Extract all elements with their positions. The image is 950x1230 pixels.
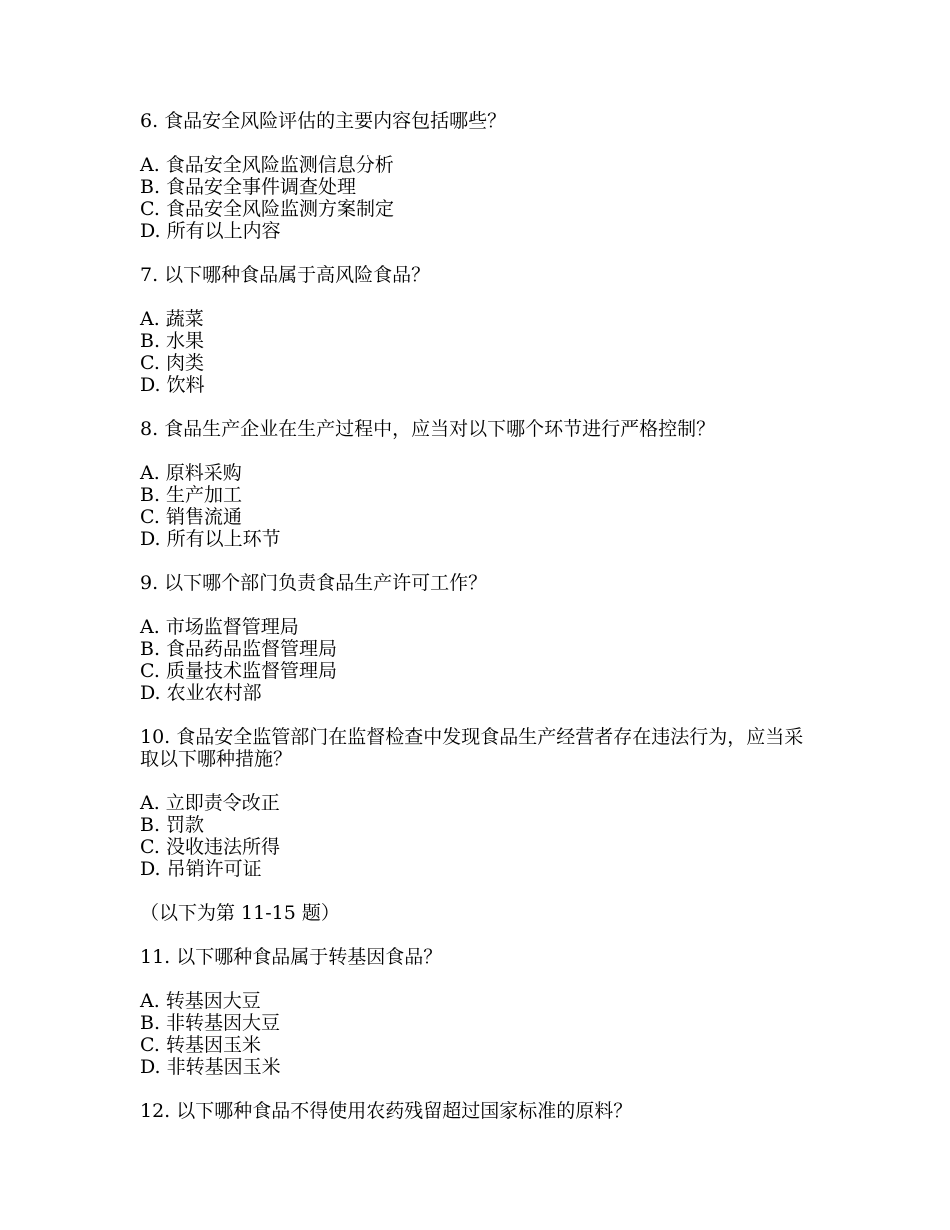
question-10 (140, 726, 820, 880)
option-c: C. 食品安全风险监测方案制定 (140, 198, 394, 220)
option-list (140, 792, 820, 880)
option-a: A. 原料采购 (140, 462, 242, 484)
option-d: D. 非转基因玉米 (140, 1056, 281, 1078)
option-d: D. 吊销许可证 (140, 858, 262, 880)
option-c: C. 质量技术监督管理局 (140, 660, 337, 682)
option-a: A. 食品安全风险监测信息分析 (140, 154, 394, 176)
question-text: 8. 食品生产企业在生产过程中，应当对以下哪个环节进行严格控制？ (140, 418, 716, 440)
option-a: A. 立即责令改正 (140, 792, 280, 814)
option-a: A. 蔬菜 (140, 308, 204, 330)
option-c: C. 没收违法所得 (140, 836, 280, 858)
option-b: B. 水果 (140, 330, 205, 352)
option-c: C. 肉类 (140, 352, 204, 374)
question-text: 11. 以下哪种食品属于转基因食品？ (140, 946, 443, 968)
option-d: D. 饮料 (140, 374, 205, 396)
option-a: A. 转基因大豆 (140, 990, 261, 1012)
option-c: C. 转基因玉米 (140, 1034, 261, 1056)
option-b: B. 非转基因大豆 (140, 1012, 281, 1034)
option-b: B. 食品安全事件调查处理 (140, 176, 357, 198)
question-9 (140, 572, 820, 704)
question-text: 6. 食品安全风险评估的主要内容包括哪些？ (140, 110, 507, 132)
option-list (140, 462, 820, 550)
question-7 (140, 264, 820, 396)
option-d: D. 所有以上内容 (140, 220, 281, 242)
option-list (140, 308, 820, 396)
option-b: B. 罚款 (140, 814, 205, 836)
option-d: D. 所有以上环节 (140, 528, 281, 550)
question-8 (140, 418, 820, 550)
section-note: （以下为第 11-15 题） (140, 902, 340, 924)
question-6 (140, 110, 820, 242)
option-c: C. 销售流通 (140, 506, 242, 528)
option-list (140, 990, 820, 1078)
option-list (140, 616, 820, 704)
question-12 (140, 1100, 820, 1122)
option-a: A. 市场监督管理局 (140, 616, 299, 638)
option-d: D. 农业农村部 (140, 682, 262, 704)
question-text: 12. 以下哪种食品不得使用农药残留超过国家标准的原料？ (140, 1100, 633, 1122)
question-text: 7. 以下哪种食品属于高风险食品？ (140, 264, 431, 286)
option-b: B. 生产加工 (140, 484, 243, 506)
option-list (140, 154, 820, 242)
question-text: 9. 以下哪个部门负责食品生产许可工作？ (140, 572, 488, 594)
quiz-content (140, 110, 820, 1144)
question-text: 10. 食品安全监管部门在监督检查中发现食品生产经营者存在违法行为，应当采取以下哪种措施？ (140, 726, 804, 770)
option-b: B. 食品药品监督管理局 (140, 638, 338, 660)
question-11 (140, 946, 820, 1078)
